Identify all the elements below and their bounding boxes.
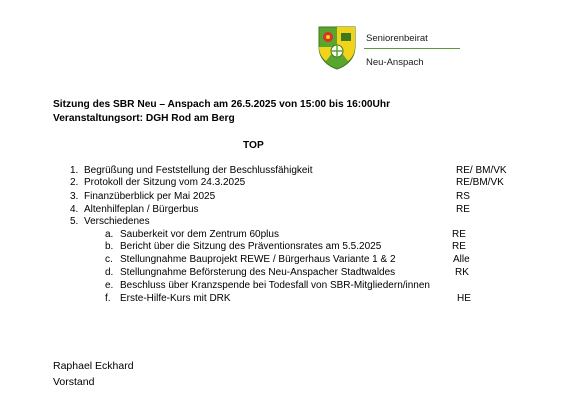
signer-name: Raphael Eckhard	[53, 360, 134, 372]
org-name: Seniorenbeirat	[366, 33, 428, 44]
agenda-item-number: d.	[105, 267, 114, 278]
agenda-item-text: Sauberkeit vor dem Zentrum 60plus	[120, 229, 279, 240]
agenda-item-text: Erste-Hilfe-Kurs mit DRK	[120, 293, 231, 304]
agenda-heading: TOP	[243, 140, 264, 151]
header-divider	[364, 48, 460, 49]
agenda-item-text: Stellungnahme Beförsterung des Neu-Anspacher Stadtwaldes	[120, 267, 396, 278]
agenda-item-text: Finanzüberblick per Mai 2025	[84, 191, 216, 202]
agenda-item-number: 3.	[70, 191, 79, 202]
agenda-item-text: Verschiedenes	[84, 216, 150, 227]
agenda-item-responsible: Alle	[453, 254, 470, 265]
agenda-item	[0, 280, 576, 292]
agenda-item-number: a.	[105, 229, 114, 240]
agenda-item	[0, 216, 576, 228]
agenda-item-number: 4.	[70, 204, 79, 215]
agenda-item-number: b.	[105, 241, 114, 252]
agenda-item-text: Begrüßung und Feststellung der Beschlussfähigkeit	[84, 165, 313, 176]
agenda-item	[0, 293, 576, 305]
agenda-item-text: Bericht über die Sitzung des Präventionsrates am 5.5.2025	[120, 241, 382, 252]
coat-of-arms-logo-icon	[313, 23, 361, 71]
agenda-item	[0, 267, 576, 279]
agenda-item-number: 5.	[70, 216, 79, 227]
agenda-item	[0, 204, 576, 216]
agenda-item	[0, 229, 576, 241]
agenda-item-responsible: RE/BM/VK	[456, 177, 504, 188]
agenda-item-responsible: HE	[457, 293, 471, 304]
agenda-item-responsible: RS	[456, 191, 470, 202]
agenda-item-text: Stellungnahme Bauprojekt REWE / Bürgerhaus Variante 1 & 2	[120, 254, 396, 265]
agenda-item-text: Altenhilfeplan / Bürgerbus	[84, 204, 199, 215]
agenda-item	[0, 177, 576, 189]
agenda-item-responsible: RE	[452, 229, 466, 240]
agenda-item-responsible: RE	[456, 204, 470, 215]
agenda-item-responsible: RE	[452, 241, 466, 252]
agenda-item	[0, 254, 576, 266]
agenda-item-number: e.	[105, 280, 114, 291]
agenda-item	[0, 191, 576, 203]
agenda-item	[0, 241, 576, 253]
agenda-item-number: f.	[105, 293, 111, 304]
agenda-item-number: c.	[105, 254, 113, 265]
agenda-item-text: Beschluss über Kranzspende bei Todesfall von SBR-Mitgliedern/innen	[120, 280, 430, 291]
agenda-item-responsible: RE/ BM/VK	[456, 165, 507, 176]
agenda-item	[0, 165, 576, 177]
agenda-item-text: Protokoll der Sitzung vom 24.3.2025	[84, 177, 246, 188]
signer-role: Vorstand	[53, 376, 95, 388]
meeting-title: Sitzung des SBR Neu – Anspach am 26.5.2025 von 15:00 bis 16:00Uhr	[53, 99, 391, 110]
meeting-venue: Veranstaltungsort: DGH Rod am Berg	[53, 113, 235, 124]
agenda-item-number: 1.	[70, 165, 79, 176]
agenda-item-number: 2.	[70, 177, 79, 188]
agenda-item-responsible: RK	[455, 267, 469, 278]
org-city: Neu-Anspach	[366, 57, 424, 68]
